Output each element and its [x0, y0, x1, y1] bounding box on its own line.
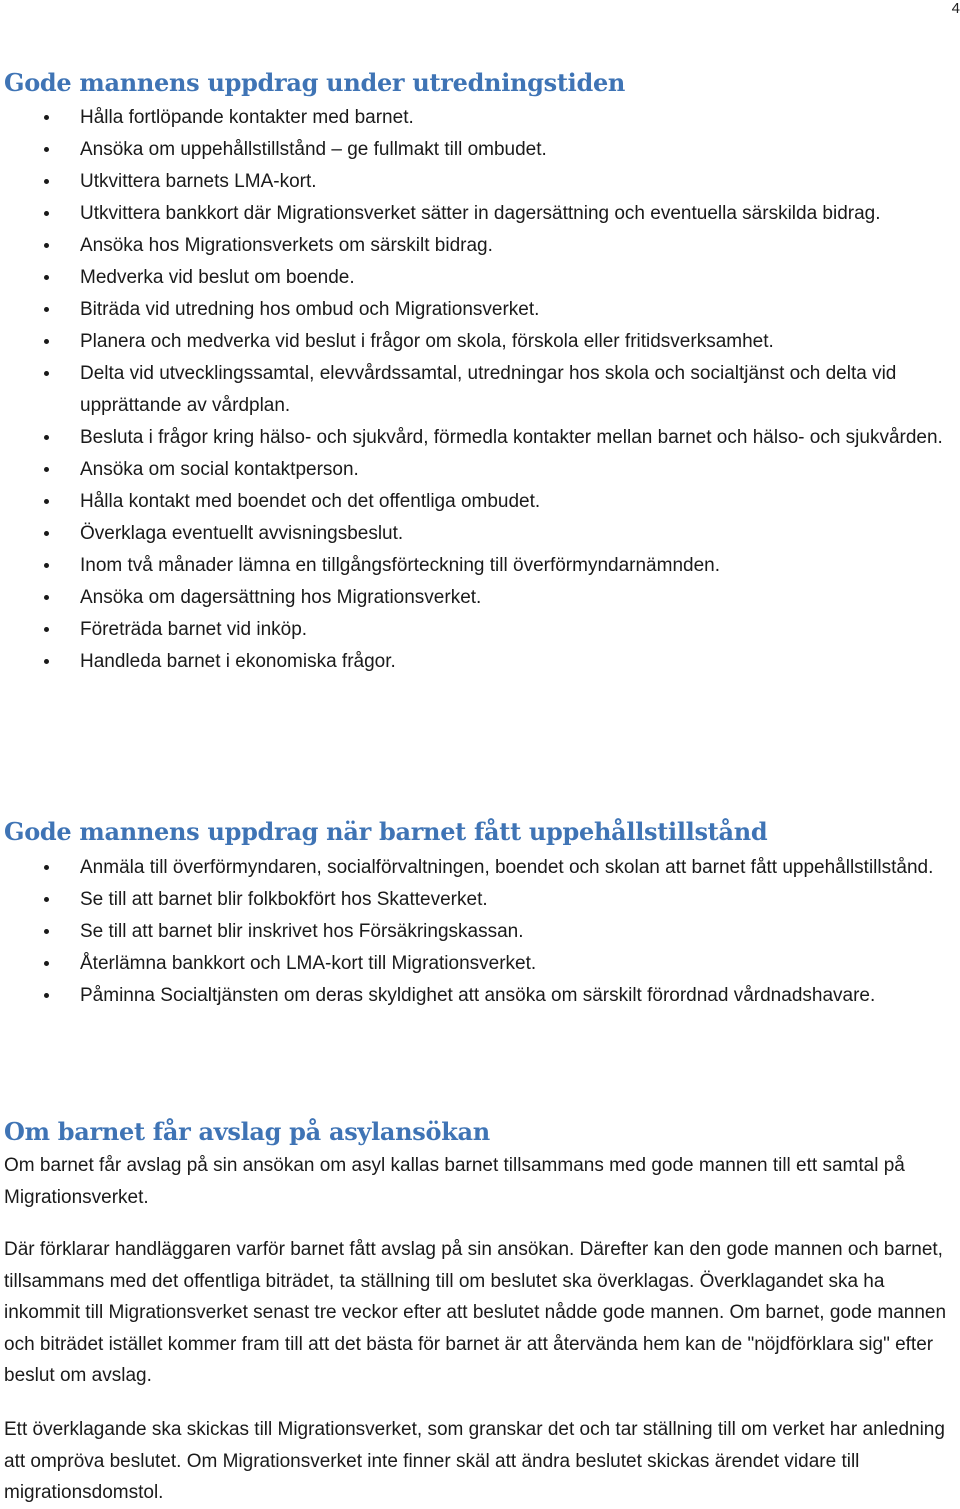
- list-item-text: Anmäla till överförmyndaren, socialförvaltningen, boendet och skolan att barnet fått uppehållstillstånd.: [80, 857, 934, 878]
- list-item: [0, 582, 960, 614]
- list-item-text: Företräda barnet vid inköp.: [80, 619, 308, 640]
- list-item: [0, 614, 960, 646]
- bullet-icon: [44, 563, 49, 568]
- bullet-icon: [44, 275, 49, 280]
- list-item: [0, 486, 960, 518]
- list-item-text: Hålla kontakt med boendet och det offentliga ombudet.: [80, 491, 541, 512]
- list-item-text: Ansöka om uppehållstillstånd – ge fullmakt till ombudet.: [80, 139, 547, 160]
- bullet-icon: [44, 865, 49, 870]
- paragraph-appeal-process: Där förklarar handläggaren varför barnet fått avslag på sin ansökan. Därefter kan den gode mannen och barnet, tillsammans med det offentliga biträdet, ta ställning till om beslutet ska överklagas. Överklagandet ska ha inkommit till Migrationsverket senast tre veckor efter att beslutet nådde gode mannen. Om barnet, gode mannen och biträdet istället kommer fram till att det bästa för barnet är att återvända hem kan de "nöjdförklara sig" efter beslut om avslag.: [4, 1239, 947, 1386]
- list-item: [0, 550, 960, 582]
- list-item-text: Biträda vid utredning hos ombud och Migrationsverket.: [80, 299, 540, 320]
- bullet-icon: [44, 211, 49, 216]
- list-item-text: Ansöka hos Migrationsverkets om särskilt bidrag.: [80, 235, 493, 256]
- list-item: [0, 884, 960, 916]
- list-item: [0, 980, 960, 1012]
- list-item-text: Ansöka om dagersättning hos Migrationsverket.: [80, 587, 482, 608]
- bullet-icon: [44, 115, 49, 120]
- bullet-icon: [44, 371, 49, 376]
- list-item-text: Besluta i frågor kring hälso- och sjukvård, förmedla kontakter mellan barnet och hälso- och sjukvården.: [80, 427, 943, 448]
- bullet-icon: [44, 627, 49, 632]
- list-item: [0, 646, 960, 678]
- page-number: 4: [951, 0, 960, 17]
- bullet-icon: [44, 993, 49, 998]
- list-item: [0, 134, 960, 166]
- list-item: [0, 422, 960, 454]
- investigation-task-list: [0, 102, 960, 678]
- list-item-text: Medverka vid beslut om boende.: [80, 267, 355, 288]
- bullet-icon: [44, 435, 49, 440]
- bullet-icon: [44, 531, 49, 536]
- bullet-icon: [44, 499, 49, 504]
- list-item-text: Planera och medverka vid beslut i frågor om skola, förskola eller fritidsverksamhet.: [80, 331, 774, 352]
- list-item-text: Påminna Socialtjänsten om deras skyldighet att ansöka om särskilt förordnad vårdnadshavare.: [80, 985, 876, 1006]
- bullet-icon: [44, 467, 49, 472]
- bullet-icon: [44, 929, 49, 934]
- list-item: [0, 358, 960, 422]
- list-item: [0, 916, 960, 948]
- list-item: [0, 230, 960, 262]
- list-item: [0, 294, 960, 326]
- section-heading-asylum-rejection: Om barnet får avslag på asylansökan: [4, 1117, 490, 1146]
- paragraph-appeal-submission: Ett överklagande ska skickas till Migrationsverket, som granskar det och tar ställning till om verket har anledning att ompröva beslutet. Om Migrationsverket inte finner skäl att ändra beslutet skickas ärendet vidare till migrationsdomstol.: [4, 1419, 945, 1503]
- list-item: [0, 262, 960, 294]
- section-heading-residence-permit: Gode mannens uppdrag när barnet fått uppehållstillstånd: [4, 817, 768, 846]
- list-item: [0, 948, 960, 980]
- list-item-text: Delta vid utvecklingssamtal, elevvårdssamtal, utredningar hos skola och socialtjänst och delta vid upprättande av vårdplan.: [80, 363, 897, 416]
- list-item: [0, 852, 960, 884]
- list-item: [0, 518, 960, 550]
- list-item-text: Se till att barnet blir folkbokfört hos Skatteverket.: [80, 889, 488, 910]
- section-heading-investigation: Gode mannens uppdrag under utredningstiden: [4, 68, 626, 97]
- list-item-text: Utkvittera bankkort där Migrationsverket sätter in dagersättning och eventuella särskilda bidrag.: [80, 203, 881, 224]
- list-item-text: Ansöka om social kontaktperson.: [80, 459, 359, 480]
- bullet-icon: [44, 961, 49, 966]
- bullet-icon: [44, 179, 49, 184]
- list-item-text: Överklaga eventuellt avvisningsbeslut.: [80, 523, 404, 544]
- list-item: [0, 198, 960, 230]
- bullet-icon: [44, 147, 49, 152]
- list-item: [0, 454, 960, 486]
- list-item: [0, 102, 960, 134]
- residence-permit-task-list: [0, 852, 960, 1012]
- list-item-text: Utkvittera barnets LMA-kort.: [80, 171, 317, 192]
- list-item-text: Återlämna bankkort och LMA-kort till Migrationsverket.: [80, 953, 537, 974]
- bullet-icon: [44, 243, 49, 248]
- list-item-text: Hålla fortlöpande kontakter med barnet.: [80, 107, 414, 128]
- bullet-icon: [44, 659, 49, 664]
- list-item-text: Inom två månader lämna en tillgångsförteckning till överförmyndarnämnden.: [80, 555, 720, 576]
- list-item-text: Se till att barnet blir inskrivet hos Försäkringskassan.: [80, 921, 524, 942]
- list-item-text: Handleda barnet i ekonomiska frågor.: [80, 651, 396, 672]
- list-item: [0, 166, 960, 198]
- paragraph-rejection-interview: Om barnet får avslag på sin ansökan om asyl kallas barnet tillsammans med gode mannen till ett samtal på Migrationsverket.: [4, 1155, 905, 1208]
- bullet-icon: [44, 897, 49, 902]
- list-item: [0, 326, 960, 358]
- bullet-icon: [44, 595, 49, 600]
- bullet-icon: [44, 307, 49, 312]
- bullet-icon: [44, 339, 49, 344]
